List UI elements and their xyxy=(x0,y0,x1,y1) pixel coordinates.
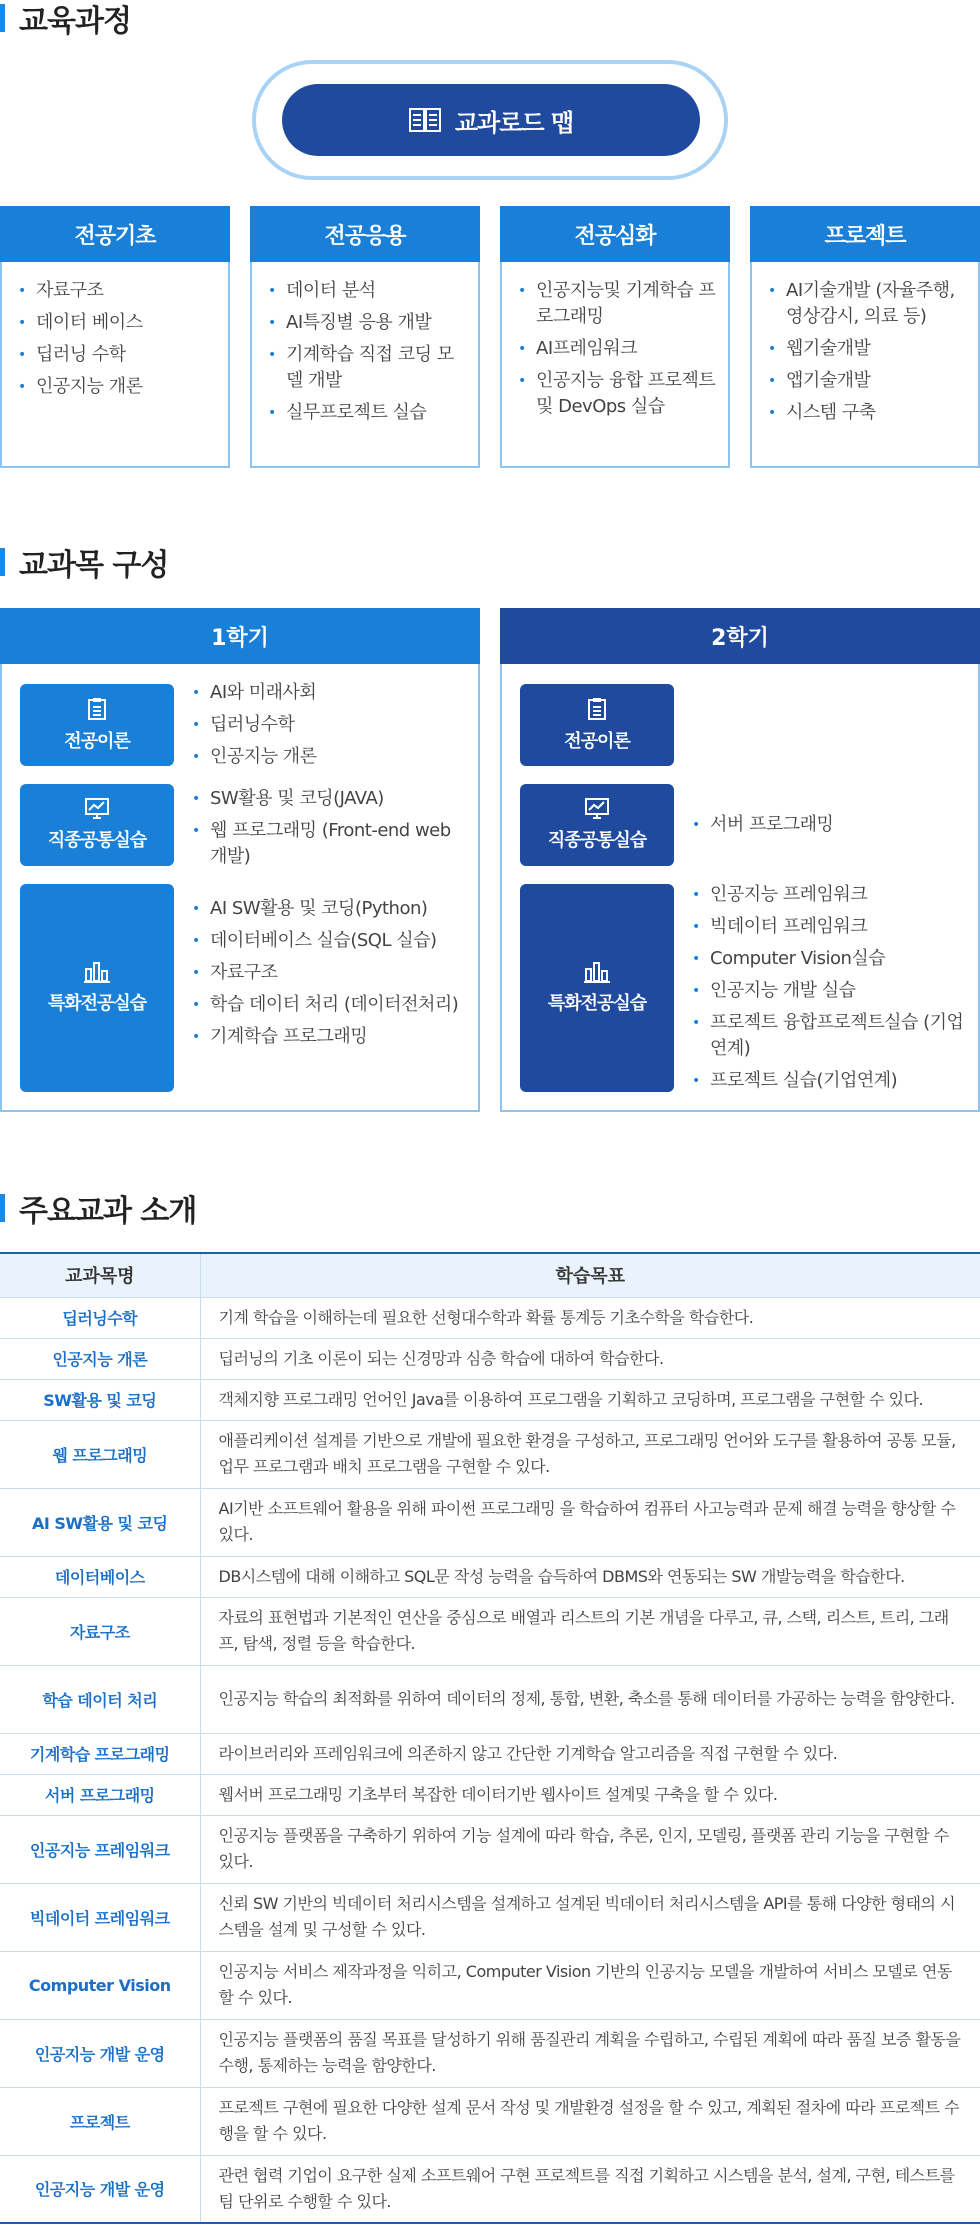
semester-1-panel xyxy=(0,608,480,1112)
course-goal: 인공지능 학습의 최적화를 위하여 데이터의 정제, 통합, 변환, 축소를 통해 데이터를 가공하는 능력을 함양한다. xyxy=(200,1665,980,1733)
semester-title: 2학기 xyxy=(500,608,980,664)
section-title-composition xyxy=(0,540,168,584)
list-item: • 인공지능 개론 xyxy=(18,374,216,400)
column-title: 전공응용 xyxy=(250,206,480,262)
course-goal: 라이브러리와 프레임워크에 의존하지 않고 간단한 기계학습 알고리즘을 직접 구현할 수 있다. xyxy=(200,1733,980,1774)
document-icon xyxy=(87,697,107,721)
curriculum-column-project xyxy=(750,206,980,468)
monitor-chart-icon xyxy=(585,798,609,820)
course-name: 프로젝트 xyxy=(0,2087,200,2155)
list-item: • 자료구조 xyxy=(18,278,216,304)
course-goal: 애플리케이션 설계를 기반으로 개발에 필요한 환경을 구성하고, 프로그래밍 언어와 도구를 활용하여 공통 모듈, 업무 프로그램과 배치 프로그램을 구현할 수 있다. xyxy=(200,1420,980,1488)
course-name: 학습 데이터 처리 xyxy=(0,1665,200,1733)
course-goal: DB시스템에 대해 이해하고 SQL문 작성 능력을 습득하여 DBMS와 연동되는 SW 개발능력을 학습한다. xyxy=(200,1556,980,1597)
table-row xyxy=(0,2087,980,2155)
category-list xyxy=(192,680,472,776)
category-label: 직종공통실습 xyxy=(547,830,647,851)
list-item: • 딥러닝 수학 xyxy=(18,342,216,368)
course-goal: 기계 학습을 이해하는데 필요한 선형대수학과 확률 통계등 기초수학을 학습한다. xyxy=(200,1297,980,1338)
list-item: • 인공지능및 기계학습 프로그래밍 xyxy=(518,278,716,330)
course-name: SW활용 및 코딩 xyxy=(0,1379,200,1420)
list-item: • 딥러닝수학 xyxy=(192,712,472,738)
course-goal: 웹서버 프로그래밍 기초부터 복잡한 데이터기반 웹사이트 설계및 구축을 할 수 있다. xyxy=(200,1774,980,1815)
table-row xyxy=(0,1297,980,1338)
table-row xyxy=(0,1379,980,1420)
category-label: 직종공통실습 xyxy=(47,830,147,851)
course-name: 웹 프로그래밍 xyxy=(0,1420,200,1488)
course-name: 기계학습 프로그래밍 xyxy=(0,1733,200,1774)
section-title-text: 교육과정 xyxy=(19,4,131,39)
list-item: • 프로젝트 융합프로젝트실습 (기업연계) xyxy=(692,1010,972,1062)
table-row xyxy=(0,1338,980,1379)
list-item: • Computer Vision실습 xyxy=(692,946,972,972)
table-row xyxy=(0,1597,980,1665)
list-item: • 인공지능 개론 xyxy=(192,744,472,770)
list-item: • AI특징별 응용 개발 xyxy=(268,310,466,336)
curriculum-column-advanced xyxy=(500,206,730,468)
course-name: 인공지능 프레임워크 xyxy=(0,1815,200,1883)
list-item: • AI프레임워크 xyxy=(518,336,716,362)
table-row xyxy=(0,1556,980,1597)
list-item: • 빅데이터 프레임워크 xyxy=(692,914,972,940)
list-item: • AI와 미래사회 xyxy=(192,680,472,706)
table-row xyxy=(0,1665,980,1733)
course-name: 서버 프로그래밍 xyxy=(0,1774,200,1815)
table-row xyxy=(0,2155,980,2223)
title-bar xyxy=(0,1194,5,1222)
table-row xyxy=(0,1815,980,1883)
header-learning-goal: 학습목표 xyxy=(200,1253,980,1297)
course-goal: 자료의 표현법과 기본적인 연산을 중심으로 배열과 리스트의 기본 개념을 다루고, 큐, 스택, 리스트, 트리, 그래프, 탐색, 정렬 등을 학습한다. xyxy=(200,1597,980,1665)
list-item: • 데이터 분석 xyxy=(268,278,466,304)
document-icon xyxy=(587,697,607,721)
section-title-curriculum xyxy=(0,0,131,40)
monitor-chart-icon xyxy=(85,798,109,820)
section-title-text: 교과목 구성 xyxy=(19,548,169,583)
course-name: 자료구조 xyxy=(0,1597,200,1665)
section-title-text: 주요교과 소개 xyxy=(19,1194,197,1229)
course-goal: 객체지향 프로그래밍 언어인 Java를 이용하여 프로그램을 기획하고 코딩하며, 프로그램을 구현할 수 있다. xyxy=(200,1379,980,1420)
bar-chart-icon xyxy=(84,961,110,983)
list-item: • 데이터 베이스 xyxy=(18,310,216,336)
column-title: 전공기초 xyxy=(0,206,230,262)
category-label: 특화전공실습 xyxy=(47,993,147,1014)
list-item: • 시스템 구축 xyxy=(768,400,966,426)
column-title: 프로젝트 xyxy=(750,206,980,262)
course-name: Computer Vision xyxy=(0,1951,200,2019)
category-major-theory xyxy=(20,684,174,766)
category-label: 특화전공실습 xyxy=(547,993,647,1014)
title-bar xyxy=(0,548,5,576)
table-row xyxy=(0,1420,980,1488)
category-list xyxy=(192,786,472,876)
category-list xyxy=(692,882,972,1100)
course-name: 빅데이터 프레임워크 xyxy=(0,1883,200,1951)
course-name: 딥러닝수학 xyxy=(0,1297,200,1338)
column-list xyxy=(2,262,228,400)
list-item: • SW활용 및 코딩(JAVA) xyxy=(192,786,472,812)
course-goal: 인공지능 플랫폼의 품질 목표를 달성하기 위해 품질관리 계획을 수립하고, 수립된 계획에 따라 품질 보증 활동을 수행, 통제하는 능력을 함양한다. xyxy=(200,2019,980,2087)
column-title: 전공심화 xyxy=(500,206,730,262)
course-name: AI SW활용 및 코딩 xyxy=(0,1488,200,1556)
book-icon xyxy=(409,107,441,133)
list-item: • 기계학습 직접 코딩 모델 개발 xyxy=(268,342,466,394)
list-item: • 웹 프로그래밍 (Front-end web 개발) xyxy=(192,818,472,870)
category-major-theory xyxy=(520,684,674,766)
course-goal: 관련 협력 기업이 요구한 실제 소프트웨어 구현 프로젝트를 직접 기획하고 시스템을 분석, 설계, 구현, 테스트를 팀 단위로 수행할 수 있다. xyxy=(200,2155,980,2223)
table-row xyxy=(0,1883,980,1951)
header-course-name: 교과목명 xyxy=(0,1253,200,1297)
course-goal: AI기반 소프트웨어 활용을 위해 파이썬 프로그래밍 을 학습하여 컴퓨터 사고능력과 문제 해결 능력을 향상할 수 있다. xyxy=(200,1488,980,1556)
list-item: • AI SW활용 및 코딩(Python) xyxy=(192,896,472,922)
table-row xyxy=(0,1733,980,1774)
course-name: 인공지능 개론 xyxy=(0,1338,200,1379)
roadmap-label: 교과로드 맵 xyxy=(454,108,574,137)
section-title-main-courses xyxy=(0,1186,196,1230)
table-row xyxy=(0,1951,980,2019)
roadmap-button[interactable] xyxy=(282,84,700,156)
category-specialized-practice xyxy=(20,884,174,1092)
semester-2-panel xyxy=(500,608,980,1112)
course-name: 인공지능 개발 운영 xyxy=(0,2155,200,2223)
course-name: 데이터베이스 xyxy=(0,1556,200,1597)
course-goal: 프로젝트 구현에 필요한 다양한 설계 문서 작성 및 개발환경 설정을 할 수 있고, 계획된 절차에 따라 프로젝트 수행을 할 수 있다. xyxy=(200,2087,980,2155)
list-item: • 기계학습 프로그래밍 xyxy=(192,1024,472,1050)
course-goal: 인공지능 서비스 제작과정을 익히고, Computer Vision 기반의 인공지능 모델을 개발하여 서비스 모델로 연동할 수 있다. xyxy=(200,1951,980,2019)
list-item: • 학습 데이터 처리 (데이터전처리) xyxy=(192,992,472,1018)
course-table xyxy=(0,1252,980,2224)
list-item: • 인공지능 개발 실습 xyxy=(692,978,972,1004)
table-row xyxy=(0,1488,980,1556)
title-bar xyxy=(0,4,5,32)
roadmap-frame xyxy=(252,60,728,180)
course-name: 인공지능 개발 운영 xyxy=(0,2019,200,2087)
course-goal: 딥러닝의 기초 이론이 되는 신경망과 심층 학습에 대하여 학습한다. xyxy=(200,1338,980,1379)
list-item: • 프로젝트 실습(기업연계) xyxy=(692,1068,972,1094)
category-list xyxy=(692,812,972,844)
category-label: 전공이론 xyxy=(564,731,630,752)
table-row xyxy=(0,1774,980,1815)
category-specialized-practice xyxy=(520,884,674,1092)
list-item: • 웹기술개발 xyxy=(768,336,966,362)
list-item: • 앱기술개발 xyxy=(768,368,966,394)
course-goal: 인공지능 플랫폼을 구축하기 위하여 기능 설계에 따라 학습, 추론, 인지, 모델링, 플랫폼 관리 기능을 구현할 수 있다. xyxy=(200,1815,980,1883)
table-header-row xyxy=(0,1253,980,1297)
list-item: • 실무프로젝트 실습 xyxy=(268,400,466,426)
list-item: • 인공지능 융합 프로젝트 및 DevOps 실습 xyxy=(518,368,716,420)
column-list xyxy=(752,262,978,426)
list-item: • 데이터베이스 실습(SQL 실습) xyxy=(192,928,472,954)
curriculum-column-applied xyxy=(250,206,480,468)
list-item: • 인공지능 프레임워크 xyxy=(692,882,972,908)
list-item: • 자료구조 xyxy=(192,960,472,986)
semester-title: 1학기 xyxy=(0,608,480,664)
column-list xyxy=(502,262,728,420)
bar-chart-icon xyxy=(584,961,610,983)
category-label: 전공이론 xyxy=(64,731,130,752)
list-item: • AI기술개발 (자율주행, 영상감시, 의료 등) xyxy=(768,278,966,330)
category-list xyxy=(192,896,472,1056)
list-item: • 서버 프로그래밍 xyxy=(692,812,972,838)
category-common-practice xyxy=(520,784,674,866)
table-row xyxy=(0,2019,980,2087)
category-common-practice xyxy=(20,784,174,866)
course-goal: 신뢰 SW 기반의 빅데이터 처리시스템을 설계하고 설계된 빅데이터 처리시스템을 API를 통해 다양한 형태의 시스템을 설계 및 구성할 수 있다. xyxy=(200,1883,980,1951)
column-list xyxy=(252,262,478,426)
curriculum-column-basic xyxy=(0,206,230,468)
